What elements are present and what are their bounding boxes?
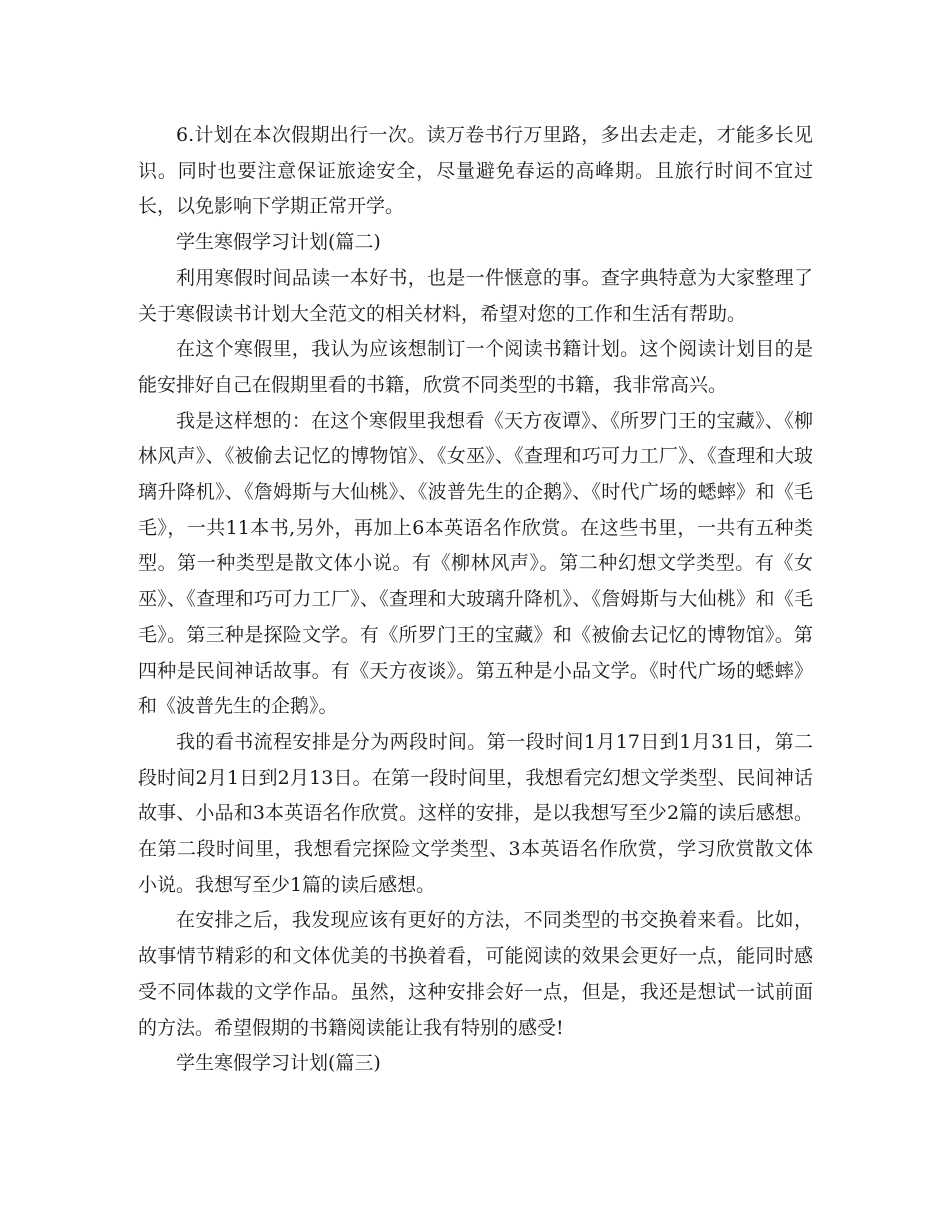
paragraph-travel-plan: 6.计划在本次假期出行一次。读万卷书行万里路，多出去走走，才能多长见识。同时也要注意保证旅途安全，尽量避免春运的高峰期。且旅行时间不宜过长，以免影响下学期正常开学。 — [138, 124, 813, 218]
document-body — [138, 118, 813, 1082]
paragraph-schedule: 我的看书流程安排是分为两段时间。第一段时间1月17日到1月31日，第二段时间2月1日到2月13日。在第一段时间里，我想看完幻想文学类型、民间神话故事、小品和3本英语名作欣赏。这样的安排，是以我想写至少2篇的读后感想。在第二段时间里，我想看完探险文学类型、3本英语名作欣赏，学习欣赏散文体小说。我想写至少1篇的读后感想。 — [138, 730, 813, 896]
paragraph-book-list: 我是这样想的：在这个寒假里我想看《天方夜谭》、《所罗门王的宝藏》、《柳林风声》、《被偷去记忆的博物馆》、《女巫》、《查理和巧可力工厂》、《查理和大玻璃升降机》、《詹姆斯与大仙桃》、《波普先生的企鹅》、《时代广场的蟋蟀》和《毛毛》，一共11本书,另外，再加上6本英语名作欣赏。在这些书里，一共有五种类型。第一种类型是散文体小说。有《柳林风声》。第二种幻想文学类型。有《女巫》、《查理和巧可力工厂》、《查理和大玻璃升降机》、《詹姆斯与大仙桃》和《毛毛》。第三种是探险文学。有《所罗门王的宝藏》和《被偷去记忆的博物馆》。第四种是民间神话故事。有《天方夜谈》。第五种是小品文学。《时代广场的蟋蟀》和《波普先生的企鹅》。 — [138, 409, 813, 718]
paragraph-reading-plan: 在这个寒假里，我认为应该想制订一个阅读书籍计划。这个阅读计划目的是能安排好自己在假期里看的书籍，欣赏不同类型的书籍，我非常高兴。 — [138, 338, 813, 396]
paragraph-reflection: 在安排之后，我发现应该有更好的方法，不同类型的书交换着来看。比如，故事情节精彩的和文体优美的书换着看，可能阅读的效果会更好一点，能同时感受不同体裁的文学作品。虽然，这种安排会好一点，但是，我还是想试一试前面的方法。希望假期的书籍阅读能让我有特别的感受! — [138, 909, 813, 1039]
paragraph-intro: 利用寒假时间品读一本好书，也是一件惬意的事。查字典特意为大家整理了关于寒假读书计划大全范文的相关材料，希望对您的工作和生活有帮助。 — [138, 266, 813, 325]
section-heading-part-three: 学生寒假学习计划(篇三) — [176, 1052, 381, 1075]
section-heading-part-two: 学生寒假学习计划(篇二) — [176, 231, 381, 254]
